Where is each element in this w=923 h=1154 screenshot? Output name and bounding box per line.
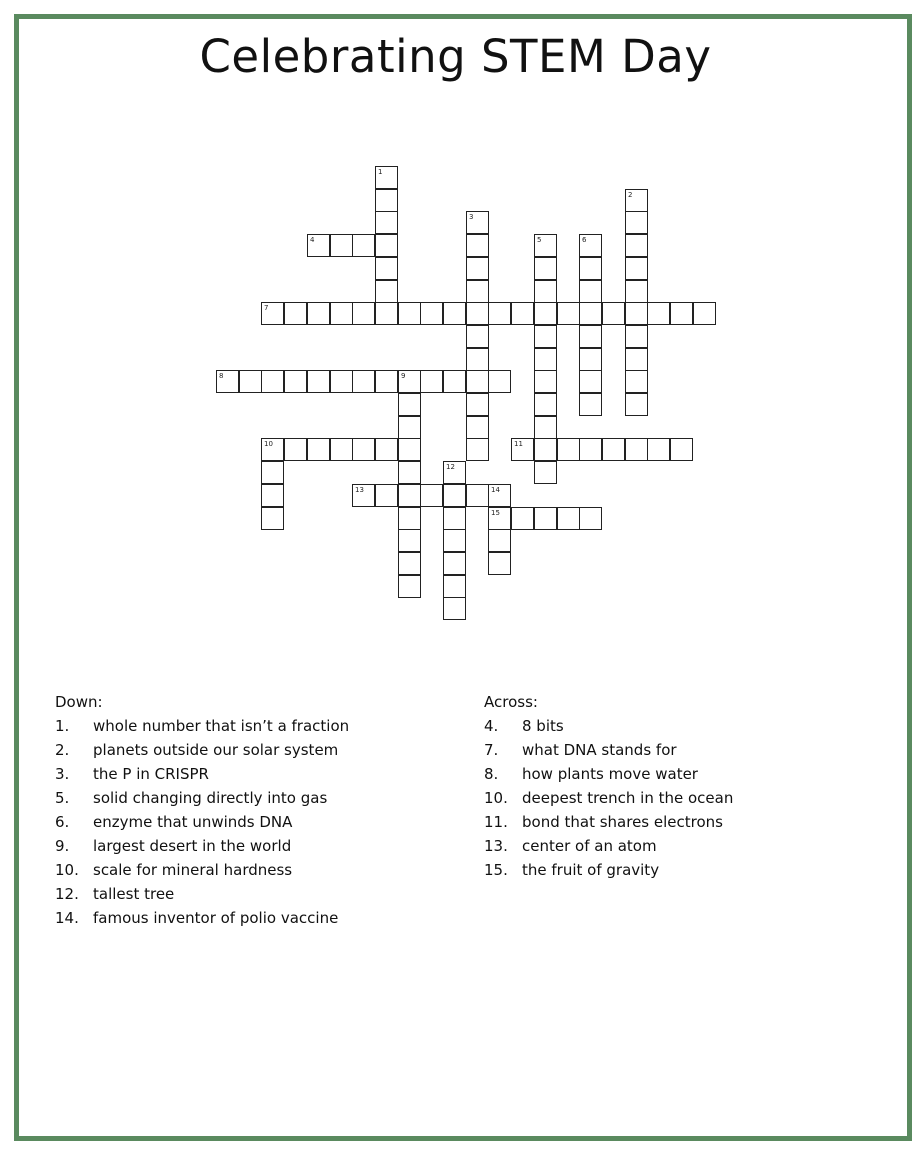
clue-down-item	[55, 738, 349, 762]
crossword-cell[interactable]	[352, 302, 375, 325]
cell-number: 10	[264, 440, 273, 448]
clue-number: 13.	[484, 837, 508, 855]
crossword-cell[interactable]	[579, 370, 602, 393]
clue-down-item	[55, 882, 349, 906]
clue-number: 6.	[55, 813, 70, 831]
crossword-cell[interactable]	[579, 393, 602, 416]
clue-across-item	[484, 762, 733, 786]
crossword-cell[interactable]	[602, 438, 625, 461]
cell-number: 13	[355, 486, 364, 494]
clue-across-item	[484, 714, 733, 738]
crossword-cell[interactable]	[307, 438, 330, 461]
crossword-cell[interactable]	[466, 370, 489, 393]
crossword-cell[interactable]	[466, 302, 489, 325]
crossword-cell[interactable]	[375, 234, 398, 257]
clue-down-item	[55, 834, 349, 858]
crossword-cell[interactable]	[375, 302, 398, 325]
crossword-cell[interactable]	[330, 234, 353, 257]
clue-number: 5.	[55, 789, 70, 807]
clue-number: 12.	[55, 885, 79, 903]
cell-number: 14	[491, 486, 500, 494]
crossword-cell[interactable]	[511, 302, 534, 325]
clue-down-item	[55, 786, 349, 810]
crossword-cell[interactable]	[398, 461, 421, 484]
clue-across-item	[484, 738, 733, 762]
clue-text: how plants move water	[522, 765, 698, 783]
clue-number: 4.	[484, 717, 499, 735]
clue-down-item	[55, 810, 349, 834]
crossword-cell[interactable]	[488, 302, 511, 325]
crossword-cell[interactable]	[625, 302, 648, 325]
crossword-cell[interactable]	[466, 348, 489, 371]
crossword-cell[interactable]	[534, 325, 557, 348]
crossword-cell[interactable]	[261, 507, 284, 530]
crossword-cell[interactable]	[511, 507, 534, 530]
crossword-cell[interactable]	[534, 507, 557, 530]
crossword-cell[interactable]	[625, 257, 648, 280]
cell-number: 2	[628, 191, 633, 199]
crossword-cell[interactable]	[307, 302, 330, 325]
crossword-cell[interactable]	[579, 325, 602, 348]
clue-down-item	[55, 714, 349, 738]
crossword-cell[interactable]	[375, 211, 398, 234]
clue-number: 8.	[484, 765, 499, 783]
down-heading: Down:	[55, 693, 103, 711]
clue-across-item	[484, 786, 733, 810]
down-clues	[55, 690, 349, 930]
crossword-cell[interactable]	[534, 461, 557, 484]
cell-number: 1	[378, 168, 383, 176]
clue-text: deepest trench in the ocean	[522, 789, 734, 807]
crossword-cell[interactable]	[557, 507, 580, 530]
crossword-cell[interactable]	[466, 393, 489, 416]
crossword-cell[interactable]	[420, 370, 443, 393]
cell-number: 8	[219, 372, 224, 380]
crossword-cell[interactable]	[443, 484, 466, 507]
cell-number: 9	[401, 372, 406, 380]
crossword-cell[interactable]	[625, 438, 648, 461]
clue-text: bond that shares electrons	[522, 813, 723, 831]
clue-text: the fruit of gravity	[522, 861, 660, 879]
crossword-cell[interactable]	[557, 438, 580, 461]
crossword-cell[interactable]	[534, 280, 557, 303]
crossword-cell[interactable]	[579, 438, 602, 461]
clue-text: what DNA stands for	[522, 741, 677, 759]
crossword-cell[interactable]	[466, 280, 489, 303]
across-heading: Across:	[484, 693, 538, 711]
clue-number: 10.	[484, 789, 508, 807]
cell-number: 15	[491, 509, 500, 517]
clue-number: 11.	[484, 813, 508, 831]
crossword-cell[interactable]	[466, 484, 489, 507]
crossword-cell[interactable]	[534, 393, 557, 416]
crossword-cell[interactable]	[466, 325, 489, 348]
crossword-cell[interactable]	[352, 234, 375, 257]
crossword-cell[interactable]	[284, 438, 307, 461]
crossword-cell[interactable]	[398, 393, 421, 416]
cell-number: 12	[446, 463, 455, 471]
clue-number: 9.	[55, 837, 70, 855]
clue-down-item	[55, 858, 349, 882]
crossword-cell[interactable]	[647, 438, 670, 461]
crossword-cell[interactable]	[284, 370, 307, 393]
cell-number: 11	[514, 440, 523, 448]
crossword-cell[interactable]	[466, 416, 489, 439]
crossword-cell[interactable]	[534, 416, 557, 439]
crossword-cell[interactable]	[693, 302, 716, 325]
crossword-cell[interactable]	[375, 189, 398, 212]
crossword-cell[interactable]	[398, 575, 421, 598]
clue-text: solid changing directly into gas	[93, 789, 328, 807]
cell-number: 7	[264, 304, 269, 312]
clue-across-item	[484, 834, 733, 858]
crossword-cell[interactable]	[534, 257, 557, 280]
crossword-cell[interactable]	[420, 484, 443, 507]
clue-down-item	[55, 906, 349, 930]
clue-text: famous inventor of polio vaccine	[93, 909, 339, 927]
crossword-cell[interactable]	[375, 257, 398, 280]
crossword-cell[interactable]	[625, 348, 648, 371]
crossword-cell[interactable]	[625, 325, 648, 348]
clue-text: whole number that isn’t a fraction	[93, 717, 350, 735]
crossword-cell[interactable]	[307, 370, 330, 393]
crossword-cell[interactable]	[466, 438, 489, 461]
clue-text: scale for mineral hardness	[93, 861, 293, 879]
cell-number: 6	[582, 236, 587, 244]
crossword-cell[interactable]	[330, 370, 353, 393]
clue-number: 3.	[55, 765, 70, 783]
crossword-cell[interactable]	[625, 370, 648, 393]
page-title: Celebrating STEM Day	[199, 30, 712, 83]
crossword-cell[interactable]	[398, 529, 421, 552]
crossword-cell[interactable]	[488, 552, 511, 575]
crossword-cell[interactable]	[466, 234, 489, 257]
clue-down-item	[55, 762, 349, 786]
crossword-cell[interactable]	[579, 348, 602, 371]
clue-text: largest desert in the world	[93, 837, 292, 855]
crossword-cell[interactable]	[670, 302, 693, 325]
crossword-cell[interactable]	[625, 393, 648, 416]
crossword-cell[interactable]	[352, 438, 375, 461]
crossword-cell[interactable]	[647, 302, 670, 325]
crossword-cell[interactable]	[375, 370, 398, 393]
crossword-cell[interactable]	[534, 438, 557, 461]
crossword-cell[interactable]	[375, 280, 398, 303]
clue-text: planets outside our solar system	[93, 741, 339, 759]
crossword-cell[interactable]	[557, 302, 580, 325]
crossword-cell[interactable]	[443, 302, 466, 325]
crossword-cell[interactable]	[330, 438, 353, 461]
crossword-cell[interactable]	[352, 370, 375, 393]
crossword-cell[interactable]	[488, 370, 511, 393]
clue-number: 15.	[484, 861, 508, 879]
clue-across-item	[484, 810, 733, 834]
crossword-cell[interactable]	[284, 302, 307, 325]
crossword-cell[interactable]	[466, 257, 489, 280]
crossword-cell[interactable]	[398, 416, 421, 439]
crossword-cell[interactable]	[398, 302, 421, 325]
crossword-cell[interactable]	[443, 575, 466, 598]
crossword-cell[interactable]	[420, 302, 443, 325]
clue-text: tallest tree	[93, 885, 175, 903]
across-clues	[484, 690, 733, 882]
crossword-cell[interactable]	[261, 370, 284, 393]
crossword-cell[interactable]	[625, 234, 648, 257]
cell-number: 3	[469, 213, 474, 221]
crossword-cell[interactable]	[375, 484, 398, 507]
clue-number: 2.	[55, 741, 70, 759]
crossword-cell[interactable]	[398, 438, 421, 461]
crossword-cell[interactable]	[602, 302, 625, 325]
crossword-cell[interactable]	[488, 529, 511, 552]
clue-text: the P in CRISPR	[93, 765, 209, 783]
crossword-cell[interactable]	[579, 302, 602, 325]
cell-number: 5	[537, 236, 542, 244]
crossword-cell[interactable]	[398, 552, 421, 575]
crossword-cell[interactable]	[625, 211, 648, 234]
clue-number: 7.	[484, 741, 499, 759]
crossword-cell[interactable]	[534, 348, 557, 371]
clue-across-item	[484, 858, 733, 882]
clue-text: center of an atom	[522, 837, 657, 855]
crossword-cell[interactable]	[443, 370, 466, 393]
clue-number: 14.	[55, 909, 79, 927]
crossword-cell[interactable]	[579, 507, 602, 530]
crossword-cell[interactable]	[670, 438, 693, 461]
cell-number: 4	[310, 236, 315, 244]
crossword-cell[interactable]	[579, 280, 602, 303]
crossword-cell[interactable]	[443, 507, 466, 530]
crossword-cell[interactable]	[398, 484, 421, 507]
crossword-cell[interactable]	[534, 302, 557, 325]
crossword-cell[interactable]	[534, 370, 557, 393]
clue-text: enzyme that unwinds DNA	[93, 813, 293, 831]
clue-number: 1.	[55, 717, 70, 735]
crossword-cell[interactable]	[443, 597, 466, 620]
crossword-cell[interactable]	[398, 507, 421, 530]
crossword-cell[interactable]	[375, 438, 398, 461]
crossword-cell[interactable]	[261, 461, 284, 484]
clue-number: 10.	[55, 861, 79, 879]
crossword-cell[interactable]	[261, 484, 284, 507]
crossword-cell[interactable]	[330, 302, 353, 325]
crossword-cell[interactable]	[239, 370, 262, 393]
crossword-cell[interactable]	[579, 257, 602, 280]
crossword-cell[interactable]	[443, 552, 466, 575]
crossword-cell[interactable]	[625, 280, 648, 303]
clue-text: 8 bits	[522, 717, 564, 735]
crossword-cell[interactable]	[443, 529, 466, 552]
